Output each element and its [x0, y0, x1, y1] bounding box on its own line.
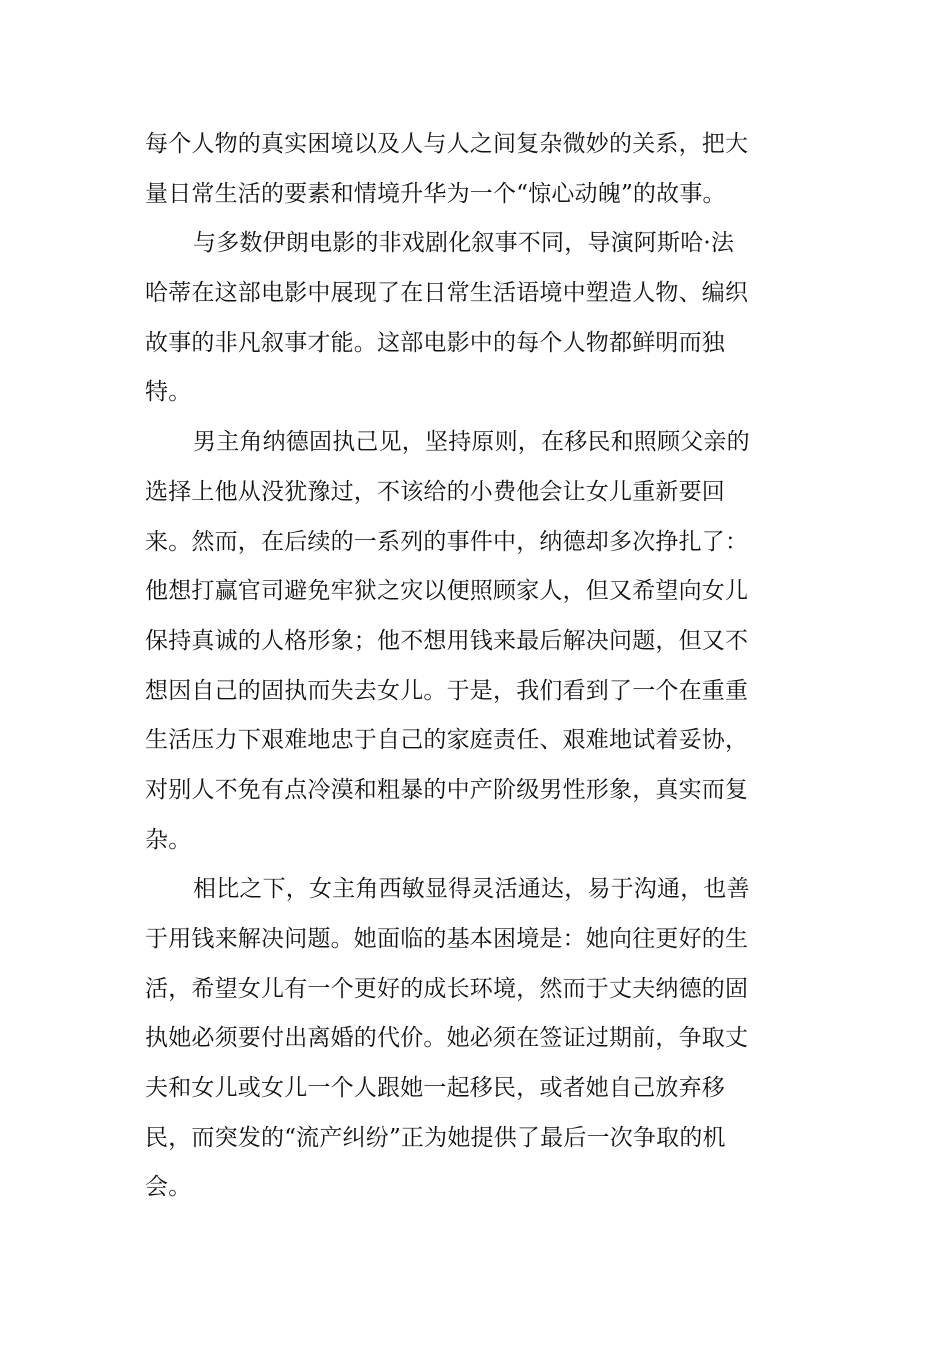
text-line: 特。: [145, 379, 192, 406]
paragraph-2: [145, 219, 749, 418]
text-line: 相比之下，女主角西敏显得灵活通达，易于沟通，也善: [193, 876, 750, 903]
paragraph-1: [145, 120, 749, 219]
body-text: [145, 120, 750, 1213]
paragraph-4: [145, 865, 750, 1213]
text-line: 民，而突发的“流产纠纷”正为她提供了最后一次争取的机: [145, 1124, 726, 1151]
text-line: 保持真诚的人格形象；他不想用钱来最后解决问题，但又不: [145, 627, 749, 654]
text-line: 执她必须要付出离婚的代价。她必须在签证过期前，争取丈: [145, 1025, 749, 1052]
text-line: 活，希望女儿有一个更好的成长环境，然而于丈夫纳德的固: [145, 975, 749, 1002]
text-line: 想因自己的固执而失去女儿。于是，我们看到了一个在重重: [145, 677, 749, 704]
text-line: 于用钱来解决问题。她面临的基本困境是：她向往更好的生: [145, 926, 749, 952]
text-line: 对别人不免有点冷漠和粗暴的中产阶级男性形象，真实而复: [145, 776, 749, 803]
text-line: 男主角纳德固执己见，坚持原则，在移民和照顾父亲的: [193, 429, 750, 456]
paragraph-3: [145, 418, 750, 865]
text-line: 故事的非凡叙事才能。这部电影中的每个人物都鲜明而独: [145, 329, 725, 356]
text-line: 哈蒂在这部电影中展现了在日常生活语境中塑造人物、编织: [145, 280, 749, 307]
text-line: 夫和女儿或女儿一个人跟她一起移民，或者她自己放弃移: [145, 1075, 725, 1102]
text-line: 选择上他从没犹豫过，不该给的小费他会让女儿重新要回: [145, 478, 725, 505]
text-line: 量日常生活的要素和情境升华为一个“惊心动魄”的故事。: [145, 180, 726, 207]
text-line: 与多数伊朗电影的非戏剧化叙事不同，导演阿斯哈·法: [193, 230, 735, 257]
text-line: 每个人物的真实困境以及人与人之间复杂微妙的关系，把大: [145, 131, 749, 157]
text-line: 来。然而，在后续的一系列的事件中，纳德却多次挣扎了：: [145, 528, 749, 555]
text-line: 杂。: [145, 826, 192, 853]
text-line: 他想打赢官司避免牢狱之灾以便照顾家人，但又希望向女儿: [145, 578, 749, 605]
text-line: 会。: [145, 1174, 192, 1201]
text-line: 生活压力下艰难地忠于自己的家庭责任、艰难地试着妥协，: [145, 727, 749, 754]
